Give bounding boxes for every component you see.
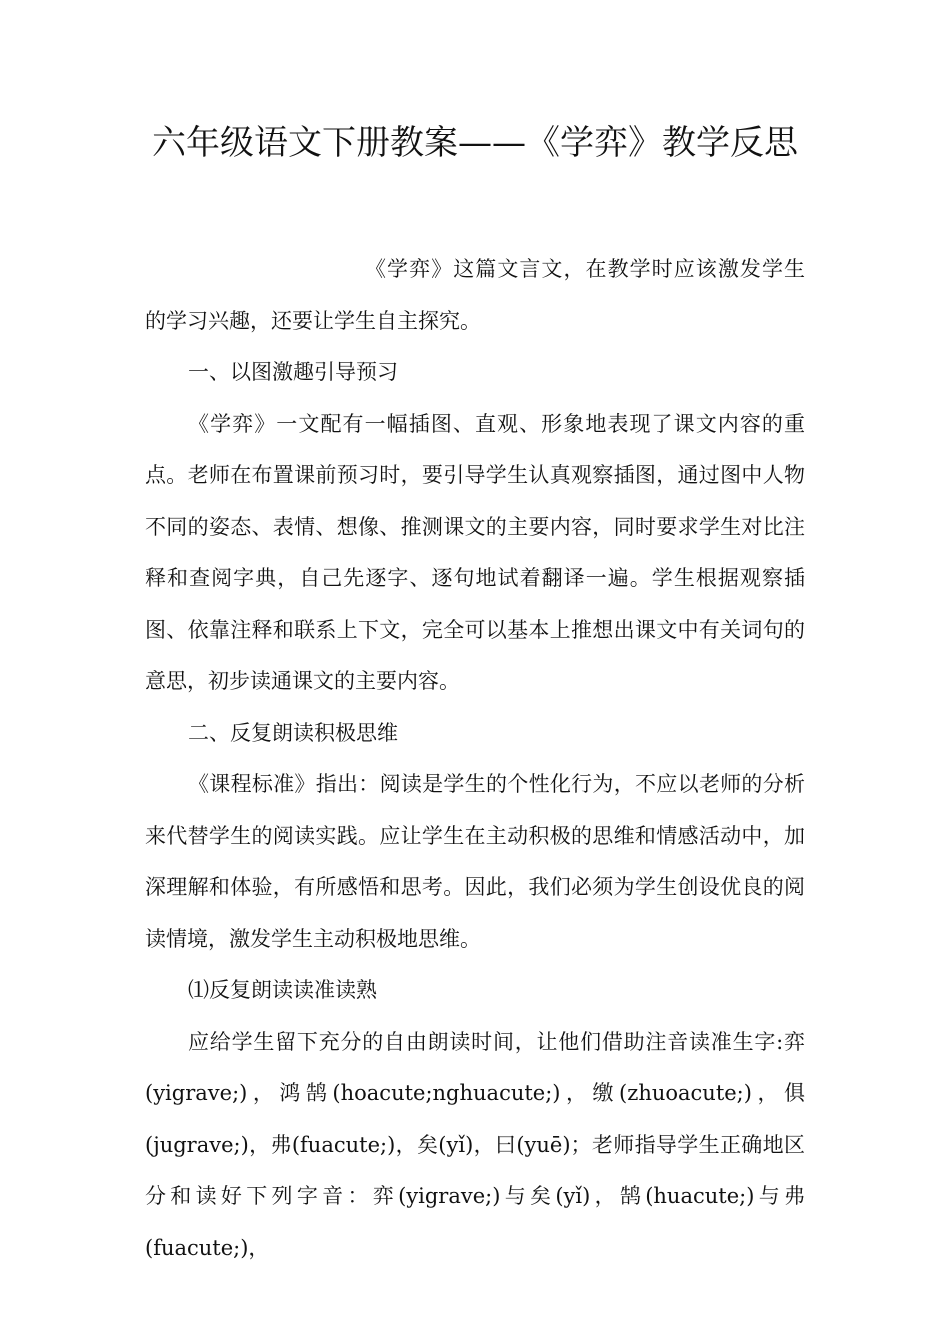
document-title: 六年级语文下册教案——《学弈》教学反思 xyxy=(152,123,798,163)
body-paragraph-2: 《课程标准》指出：阅读是学生的个性化行为，不应以老师的分析来代替学生的阅读实践。应让学生在主动积极的思维和情感活动中，加深理解和体验，有所感悟和思考。因此，我们必须为学生创设优良的阅读情境，激发学生主动积极地思维。 xyxy=(145,772,805,951)
intro-paragraph: 《学弈》这篇文言文，在教学时应该激发学生的学习兴趣，还要让学生自主探究。 xyxy=(145,257,805,333)
body-paragraph-3: 应给学生留下充分的自由朗读时间，让他们借助注音读准生字:弈(yigrave;)，鸿鹄(hoacute;nghuacute;)，缴(zhuoacute;)，俱(jugrave;)，弗(fuacute;)，矣(yǐ)，曰(yuē)；老师指导学生正确地区分和读好下列字音：弈(yigrave;)与矣(yǐ)，鹄(huacute;)与弗(fuacute;)， xyxy=(145,1029,805,1260)
body-paragraph-1: 《学弈》一文配有一幅插图、直观、形象地表现了课文内容的重点。老师在布置课前预习时，要引导学生认真观察插图，通过图中人物不同的姿态、表情、想像、推测课文的主要内容，同时要求学生对比注释和查阅字典，自己先逐字、逐句地试着翻译一遍。学生根据观察插图、依靠注释和联系上下文，完全可以基本上推想出课文中有关词句的意思，初步读通课文的主要内容。 xyxy=(145,411,805,693)
section-heading-1: 一、以图激趣引导预习 xyxy=(188,360,398,384)
document-body xyxy=(145,244,805,1274)
subsection-heading-1: ⑴反复朗读读准读熟 xyxy=(188,978,377,1002)
section-heading-2: 二、反复朗读积极思维 xyxy=(188,720,398,745)
